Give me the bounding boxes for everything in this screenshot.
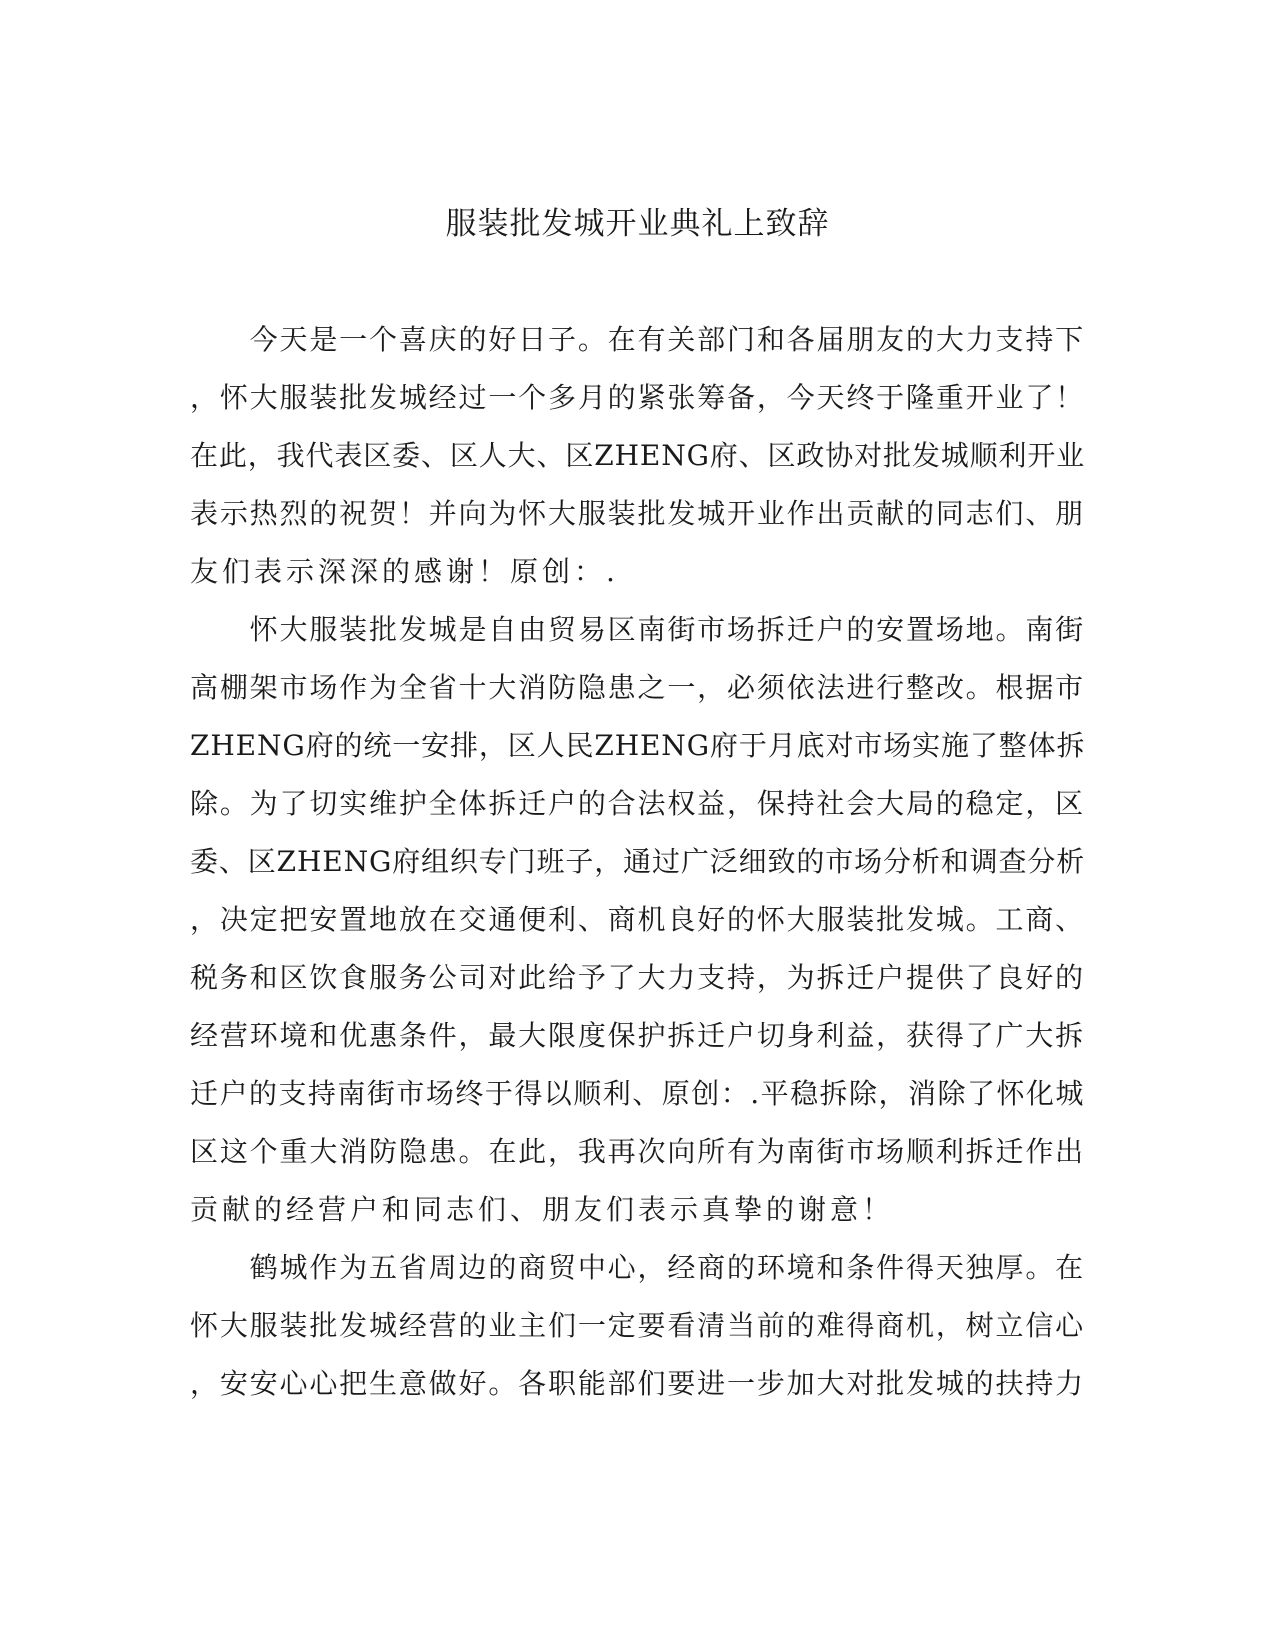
body-line: 怀大服装批发城是自由贸易区南街市场拆迁户的安置场地。南街	[190, 613, 1086, 646]
body-line: 高棚架市场作为全省十大消防隐患之一，必须依法进行整改。根据市	[190, 671, 1086, 704]
body-line: 税务和区饮食服务公司对此给予了大力支持，为拆迁户提供了良好的	[190, 961, 1086, 994]
document-title: 服装批发城开业典礼上致辞	[445, 206, 830, 242]
body-line: 区这个重大消防隐患。在此，我再次向所有为南街市场顺利拆迁作出	[190, 1135, 1086, 1168]
body-line: 表示热烈的祝贺！并向为怀大服装批发城开业作出贡献的同志们、朋	[190, 497, 1086, 530]
body-line: ，决定把安置地放在交通便利、商机良好的怀大服装批发城。工商、	[190, 903, 1086, 936]
body-line: 今天是一个喜庆的好日子。在有关部门和各届朋友的大力支持下	[190, 323, 1086, 356]
body-line: 鹤城作为五省周边的商贸中心，经商的环境和条件得天独厚。在	[190, 1251, 1086, 1284]
body-line: 迁户的支持南街市场终于得以顺利、原创：.平稳拆除，消除了怀化城	[190, 1077, 1085, 1110]
body-line: ZHENG府的统一安排，区人民ZHENG府于月底对市场实施了整体拆	[190, 729, 1086, 762]
body-line: 经营环境和优惠条件，最大限度保护拆迁户切身利益，获得了广大拆	[190, 1019, 1086, 1052]
body-line: 友们表示深深的感谢！原创：.	[190, 555, 619, 588]
body-line: 除。为了切实维护全体拆迁户的合法权益，保持社会大局的稳定，区	[190, 787, 1086, 820]
body-line: 委、区ZHENG府组织专门班子，通过广泛细致的市场分析和调查分析	[190, 845, 1086, 878]
body-line: ，怀大服装批发城经过一个多月的紧张筹备，今天终于隆重开业了！	[190, 381, 1086, 414]
body-line: 贡献的经营户和同志们、朋友们表示真挚的谢意！	[190, 1193, 895, 1226]
body-line: 在此，我代表区委、区人大、区ZHENG府、区政协对批发城顺利开业	[190, 439, 1086, 472]
body-line: 怀大服装批发城经营的业主们一定要看清当前的难得商机，树立信心	[190, 1309, 1086, 1342]
body-line: ，安安心心把生意做好。各职能部们要进一步加大对批发城的扶持力	[190, 1367, 1086, 1400]
